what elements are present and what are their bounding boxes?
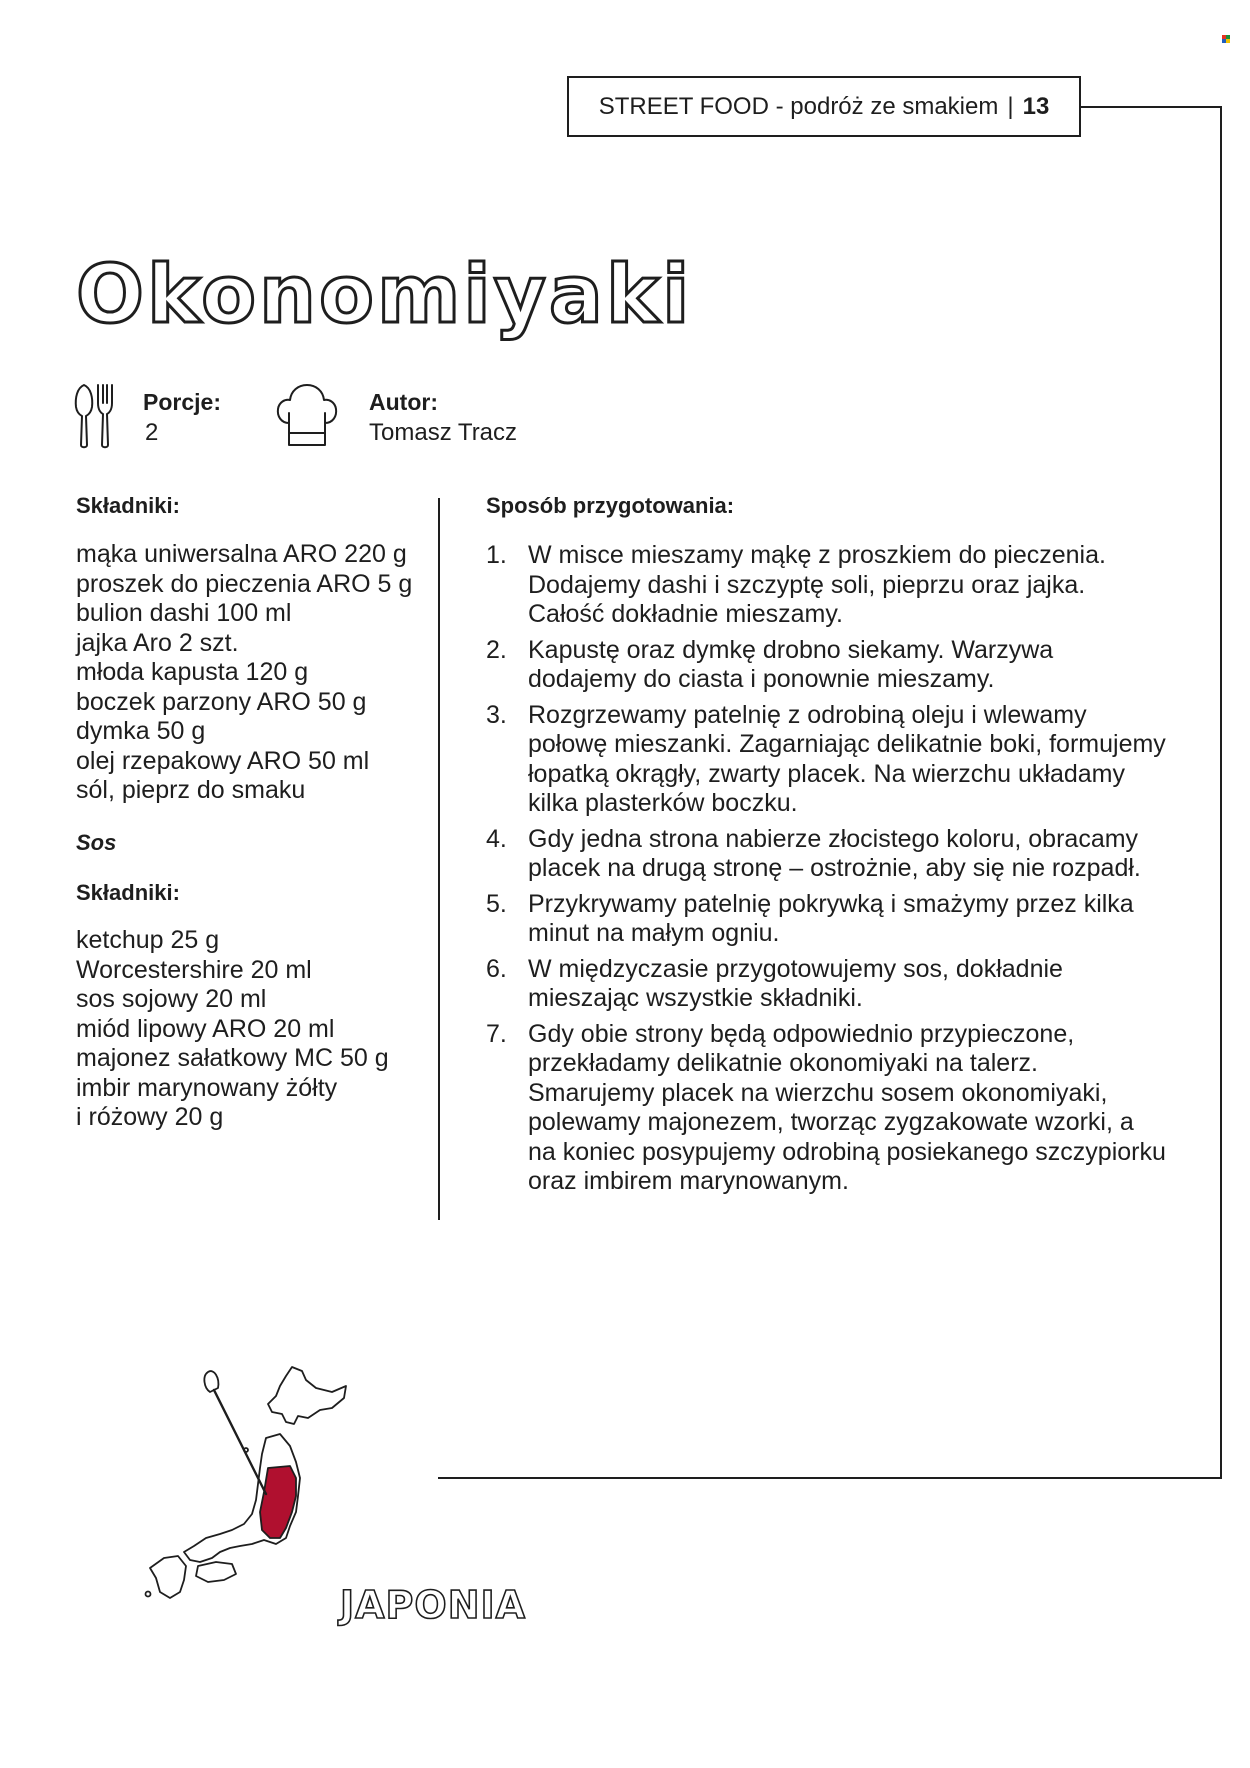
chef-hat-icon bbox=[276, 381, 338, 449]
method-step bbox=[486, 701, 1166, 819]
step-number: 6. bbox=[486, 954, 507, 983]
frame-right-line bbox=[1220, 106, 1222, 1479]
page-number: 13 bbox=[1022, 92, 1050, 120]
header-separator: | bbox=[1007, 92, 1014, 120]
page-header bbox=[567, 76, 1081, 137]
sauce-ingredient-item: ketchup 25 g bbox=[76, 926, 220, 954]
ingredients-list bbox=[76, 540, 412, 806]
header-series: STREET FOOD bbox=[598, 92, 769, 120]
recipe-title: Okonomiyaki bbox=[76, 248, 693, 341]
step-text: W międzyczasie przygotowujemy sos, dokładnie mieszając wszystkie składniki. bbox=[528, 954, 1063, 1012]
japan-map-icon bbox=[140, 1362, 350, 1602]
servings-label: Porcje: bbox=[143, 389, 221, 415]
servings-value: 2 bbox=[145, 419, 159, 446]
ingredient-item: bulion dashi 100 ml bbox=[76, 599, 292, 627]
method-step bbox=[486, 1020, 1166, 1197]
ingredients-label: Składniki: bbox=[76, 493, 180, 518]
ingredient-item: dymka 50 g bbox=[76, 717, 206, 745]
sauce-heading: Sos bbox=[76, 830, 117, 855]
sauce-ingredients-label: Składniki: bbox=[76, 880, 180, 905]
sauce-ingredients-list bbox=[76, 926, 389, 1133]
step-number: 3. bbox=[486, 700, 507, 729]
ingredient-item: boczek parzony ARO 50 g bbox=[76, 687, 367, 716]
method-steps-list bbox=[486, 541, 1166, 1203]
ingredient-item: proszek do pieczenia ARO 5 g bbox=[76, 569, 413, 598]
header-subtitle: - podróż ze smakiem bbox=[775, 92, 999, 120]
column-divider bbox=[438, 498, 440, 1220]
frame-top-line bbox=[1081, 106, 1222, 108]
method-step bbox=[486, 890, 1166, 949]
step-text: Rozgrzewamy patelnię z odrobiną oleju i wlewamy połowę mieszanki. Zagarniając delikatnie boki, formujemy łopatką okrągły, zwarty placek. Na wierzchu układamy kilka plasterków boczku. bbox=[528, 700, 1166, 817]
ingredient-item: młoda kapusta 120 g bbox=[76, 658, 309, 686]
sauce-ingredient-item: Worcestershire 20 ml bbox=[76, 955, 312, 984]
sauce-ingredient-item: miód lipowy ARO 20 ml bbox=[76, 1014, 335, 1043]
step-text: W misce mieszamy mąkę z proszkiem do pieczenia. Dodajemy dashi i szczyptę soli, pieprzu oraz jajka. Całość dokładnie mieszamy. bbox=[528, 541, 1106, 628]
sauce-ingredient-item: imbir marynowany żółty bbox=[76, 1073, 338, 1102]
sauce-ingredient-item: i różowy 20 g bbox=[76, 1103, 224, 1131]
method-step bbox=[486, 636, 1166, 695]
ingredient-item: olej rzepakowy ARO 50 ml bbox=[76, 746, 370, 775]
step-number: 5. bbox=[486, 889, 507, 918]
step-text: Przykrywamy patelnię pokrywką i smażymy przez kilka minut na małym ogniu. bbox=[528, 889, 1134, 947]
cutlery-icon bbox=[72, 383, 114, 449]
ingredient-item: mąka uniwersalna ARO 220 g bbox=[76, 540, 407, 568]
step-number: 4. bbox=[486, 824, 507, 853]
sauce-ingredient-item: sos sojowy 20 ml bbox=[76, 985, 267, 1013]
step-text: Gdy obie strony będą odpowiednio przypieczone, przekładamy delikatnie okonomiyaki na talerz. Smarujemy placek na wierzchu sosem okonomiyaki, polewamy majonezem, tworząc zygzakowate wzorki, a na koniec posypujemy odrobiną posiekanego szczypiorku oraz imbirem marynowanym. bbox=[528, 1019, 1166, 1195]
method-step bbox=[486, 541, 1166, 630]
author-label: Autor: bbox=[369, 389, 438, 415]
method-step bbox=[486, 825, 1166, 884]
step-number: 1. bbox=[486, 541, 507, 569]
corner-color-mark bbox=[1222, 35, 1230, 43]
author-value: Tomasz Tracz bbox=[369, 419, 518, 446]
step-number: 7. bbox=[486, 1019, 507, 1048]
country-label: JAPONIA bbox=[340, 1583, 527, 1627]
sauce-ingredient-item: majonez sałatkowy MC 50 g bbox=[76, 1044, 389, 1072]
map-highlight-region bbox=[260, 1466, 296, 1538]
step-text: Gdy jedna strona nabierze złocistego koloru, obracamy placek na drugą stronę – ostrożnie, aby się nie rozpadł. bbox=[528, 824, 1141, 882]
ingredient-item: sól, pieprz do smaku bbox=[76, 776, 306, 804]
method-step bbox=[486, 955, 1166, 1014]
step-number: 2. bbox=[486, 635, 507, 664]
method-label: Sposób przygotowania: bbox=[486, 493, 735, 518]
step-text: Kapustę oraz dymkę drobno siekamy. Warzywa dodajemy do ciasta i ponownie mieszamy. bbox=[528, 635, 1054, 693]
ingredient-item: jajka Aro 2 szt. bbox=[76, 628, 239, 657]
frame-bottom-line bbox=[438, 1477, 1222, 1479]
